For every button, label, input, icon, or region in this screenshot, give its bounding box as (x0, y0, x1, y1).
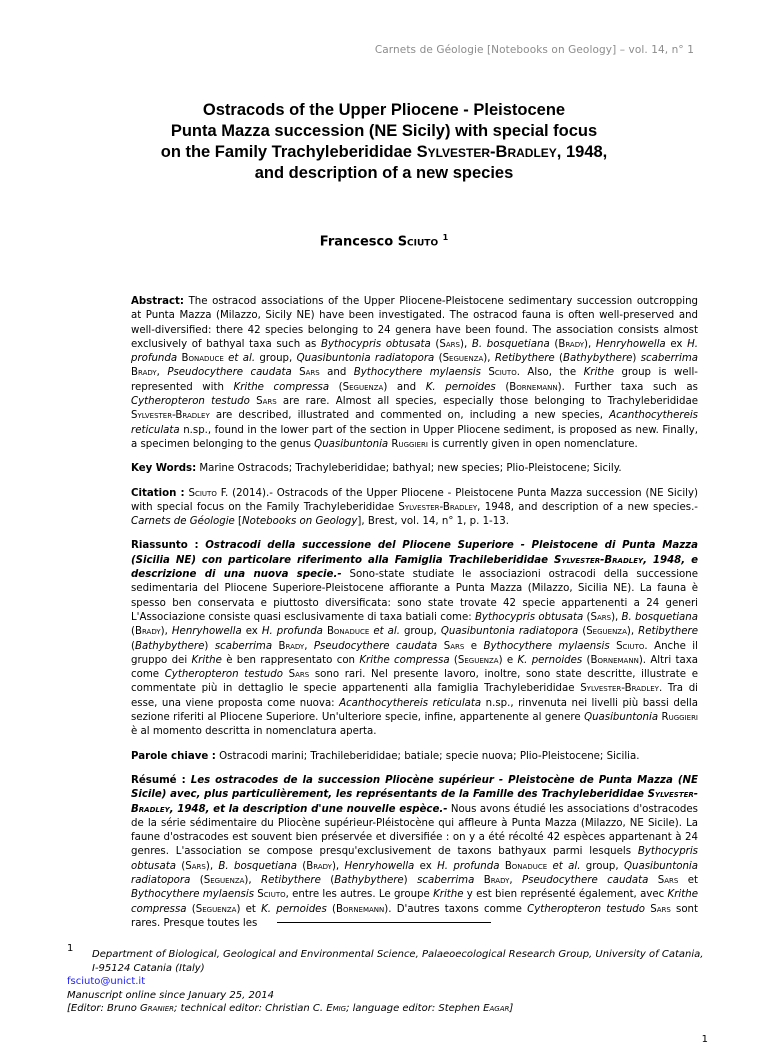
riassunto: Riassunto : Ostracodi della successione del Pliocene Superiore - Pleistocene di Punta Mazza (Sicilia NE) con particolare riferimento alla Famiglia Trachileberididae Sylvester-Bradley, 1948, e descrizione di una nuova specie.- Sono-state studiate le associazioni ostracodi della successione sedimentaria del Pliocene Superiore-Pleistocene affiorante a Punta Mazza (Milazzo, Sicilia NE). La fauna è spesso ben conservata e piuttosto diversificata: sono state trovate 42 specie appartenenti a 24 generi L'Associazione consiste quasi esclusivamente di taxa batiali come: Bythocypris obtusata (Sars), B. bosquetiana (Brady), Henryhowella ex H. profunda Bonaduce et al. group, Quasibuntonia radiatopora (Seguenza), Retibythere (Bathybythere) scaberrima Brady, Pseudocythere caudata Sars e Bythocythere mylaensis Sciuto. Anche il gruppo dei Krithe è ben rappresentato con Krithe compressa (Seguenza) e K. pernoides (Bornemann). Altri taxa come Cytheropteron testudo Sars sono rari. Nel presente lavoro, inoltre, sono state descritte, illustrate e commentate più in dettaglio le specie appartenenti alla famiglia Trachyleberididae Sylvester-Bradley. Tra di esse, una viene proposta come nuova: Acanthocythereis reticulata n.sp., rinvenuta nei livelli più bassi della sezione riferiti al Pliocene Superiore. Un'ulteriore specie, infine, appartenente al genere Quasibuntonia Ruggieri è al momento descritta in nomenclatura aperta. (131, 540, 698, 738)
title-line: Ostracods of the Upper Pliocene - Pleistocene (202, 101, 566, 119)
footnote-number: 1 (67, 943, 74, 954)
footnote (67, 943, 707, 1016)
title-line: Punta Mazza succession (NE Sicily) with special focus (170, 122, 598, 140)
editors: [Editor: Bruno Granier; technical editor: Christian C. Emig; language editor: Stephen Eagar] (67, 1003, 514, 1014)
parole-chiave: Parole chiave : Ostracodi marini; Trachileberididae; batiale; specie nuova; Plio-Pleistocene; Sicilia. (131, 750, 640, 762)
citation: Citation : Sciuto F. (2014).- Ostracods of the Upper Pliocene - Pleistocene Punta Mazza succession (NE Sicily) with special focus on the Family Trachyleberididae Sylvester-Bradley, 1948, and description of a new species.- Carnets de Géologie [Notebooks on Geology], Brest, vol. 14, n° 1, p. 1-13. (131, 487, 698, 528)
article-title (0, 100, 768, 184)
manuscript-date: Manuscript online since January 25, 2014 (67, 989, 274, 1001)
author-name: Francesco Sciuto $^1$ (319, 233, 449, 250)
resume: Résumé : Les ostracodes de la succession Pliocène supérieur - Pleistocène de Punta Mazza (NE Sicile) avec, plus particulièrement, les représentants de la Famille des Trachyleberididae Sylvester-Bradley, 1948, et la description d'une nouvelle espèce.- Nous avons étudié les associations d'ostracodes de la série sédimentaire du Pliocène supérieur-Pléistocène qui affleure à Punta Mazza (Milazzo, NE Sicile). La faune d'ostracodes est souvent bien préservée et diversifiée : on y a été récolté 42 espèces appartenant à 24 genres. L'association se compose presqu'exclusivement de taxons bathyaux parmi lesquels Bythocypris obtusata (Sars), B. bosquetiana (Brady), Henryhowella ex H. profunda Bonaduce et al. group, Quasibuntonia radiatopora (Seguenza), Retibythere (Bathybythere) scaberrima Brady, Pseudocythere caudata Sars et Bythocythere mylaensis Sciuto, entre les autres. Le groupe Krithe y est bien représenté également, avec Krithe compressa (Seguenza) et K. pernoides (Bornemann). D'autres taxons comme Cytheropteron testudo Sars sont rares. Presque toutes les (131, 774, 699, 929)
abstract-column (131, 295, 698, 941)
page-number: 1 (701, 1034, 708, 1045)
title-line: and description of a new species (254, 164, 514, 182)
footnote-divider (277, 922, 491, 923)
affiliation: Department of Biological, Geological and Environmental Science, Palaeoecological Research Group, University of Catania, I-95124 Catania (Italy) (92, 949, 704, 974)
running-header: Carnets de Géologie [Notebooks on Geology] – vol. 14, n° 1 (374, 44, 694, 56)
author-email-link[interactable]: fsciuto@unict.it (67, 976, 146, 987)
title-line: on the Family Trachyleberididae Sylvester-Bradley, 1948, (160, 143, 608, 161)
keywords: Key Words: Marine Ostracods; Trachyleberididae; bathyal; new species; Plio-Pleistocene; Sicily. (131, 463, 622, 475)
abstract: Abstract: The ostracod associations of the Upper Pliocene-Pleistocene sedimentary succession outcropping at Punta Mazza (Milazzo, Sicily NE) have been investigated. The ostracod fauna is often well-preserved and well-diversified: there 42 species belonging to 24 genera have been found. The association consists almost exclusively of bathyal taxa such as Bythocypris obtusata (Sars), B. bosquetiana (Brady), Henryhowella ex H. profunda Bonaduce et al. group, Quasibuntonia radiatopora (Seguenza), Retibythere (Bathybythere) scaberrima Brady, Pseudocythere caudata Sars and Bythocythere mylaensis Sciuto. Also, the Krithe group is well-represented with Krithe compressa (Seguenza) and K. pernoides (Bornemann). Further taxa such as Cytheropteron testudo Sars are rare. Almost all species, especially those belonging to Trachyleberididae Sylvester-Bradley are described, illustrated and commented on, including a new species, Acanthocythereis reticulata n.sp., found in the lower part of the section in Upper Pliocene sediment, is proposed as new. Finally, a specimen belonging to the genus Quasibuntonia Ruggieri is currently given in open nomenclature. (131, 296, 699, 450)
